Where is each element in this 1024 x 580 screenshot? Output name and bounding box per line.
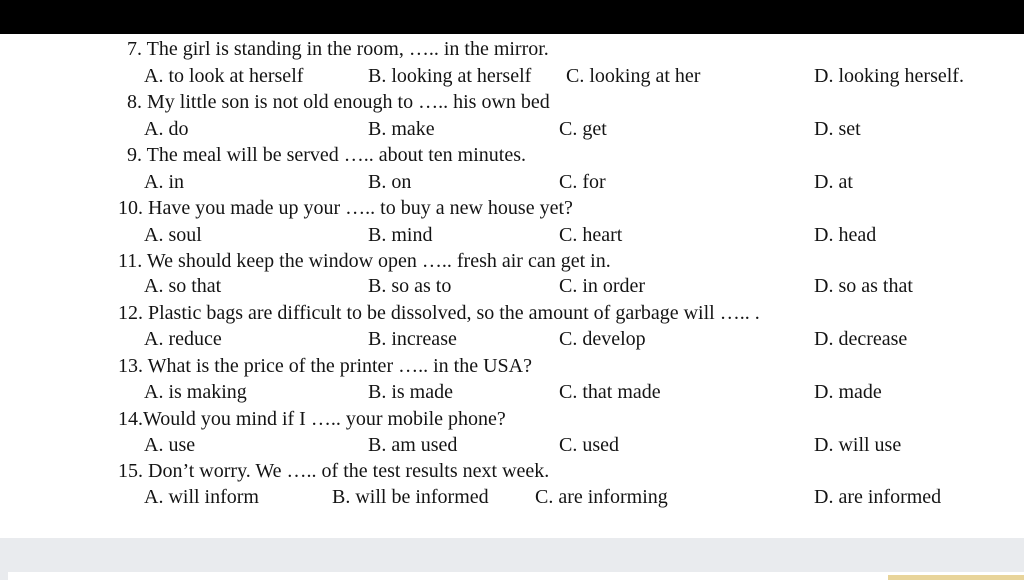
question-15-option-c: C. are informing <box>535 486 668 508</box>
question-7: 7. The girl is standing in the room, ….. in the mirror. <box>127 38 549 60</box>
question-8-option-b: B. make <box>368 118 435 140</box>
question-10-option-a: A. soul <box>144 224 202 246</box>
question-9-option-a: A. in <box>144 171 184 193</box>
question-11: 11. We should keep the window open ….. fresh air can get in. <box>118 250 611 272</box>
bottom-accent-bar <box>888 575 1024 580</box>
question-7-option-c: C. looking at her <box>566 65 701 87</box>
question-10-option-c: C. heart <box>559 224 623 246</box>
question-10-option-d: D. head <box>814 224 877 246</box>
question-10-option-b: B. mind <box>368 224 433 246</box>
question-15-option-a: A. will inform <box>144 486 259 508</box>
question-12-option-d: D. decrease <box>814 328 908 350</box>
question-7-option-d: D. looking herself. <box>814 65 964 87</box>
question-11-option-b: B. so as to <box>368 275 452 297</box>
question-8-option-d: D. set <box>814 118 861 140</box>
question-7-option-a: A. to look at herself <box>144 65 304 87</box>
question-14-option-d: D. will use <box>814 434 902 456</box>
question-15-option-d: D. are informed <box>814 486 942 508</box>
question-8: 8. My little son is not old enough to ….. his own bed <box>127 91 550 113</box>
question-9: 9. The meal will be served ….. about ten minutes. <box>127 144 526 166</box>
question-11-option-c: C. in order <box>559 275 646 297</box>
question-14-option-a: A. use <box>144 434 196 456</box>
question-13-option-c: C. that made <box>559 381 661 403</box>
question-8-option-a: A. do <box>144 118 189 140</box>
question-13-option-b: B. is made <box>368 381 453 403</box>
question-12-option-a: A. reduce <box>144 328 222 350</box>
question-9-option-c: C. for <box>559 171 606 193</box>
question-13-option-d: D. made <box>814 381 882 403</box>
question-12-option-c: C. develop <box>559 328 646 350</box>
worksheet-page <box>0 34 1024 538</box>
question-14: 14.Would you mind if I ….. your mobile phone? <box>118 408 506 430</box>
question-13: 13. What is the price of the printer ….. in the USA? <box>118 355 532 377</box>
question-11-option-d: D. so as that <box>814 275 913 297</box>
question-15: 15. Don’t worry. We ….. of the test results next week. <box>118 460 550 482</box>
question-12: 12. Plastic bags are difficult to be dissolved, so the amount of garbage will ….. . <box>118 302 760 324</box>
question-9-option-d: D. at <box>814 171 853 193</box>
bottom-strip <box>8 572 1024 580</box>
question-13-option-a: A. is making <box>144 381 247 403</box>
question-9-option-b: B. on <box>368 171 412 193</box>
question-15-option-b: B. will be informed <box>332 486 489 508</box>
question-8-option-c: C. get <box>559 118 607 140</box>
question-12-option-b: B. increase <box>368 328 457 350</box>
question-7-option-b: B. looking at herself <box>368 65 532 87</box>
question-14-option-b: B. am used <box>368 434 458 456</box>
question-14-option-c: C. used <box>559 434 619 456</box>
top-black-bar <box>0 0 1024 34</box>
question-10: 10. Have you made up your ….. to buy a new house yet? <box>118 197 573 219</box>
question-11-option-a: A. so that <box>144 275 222 297</box>
